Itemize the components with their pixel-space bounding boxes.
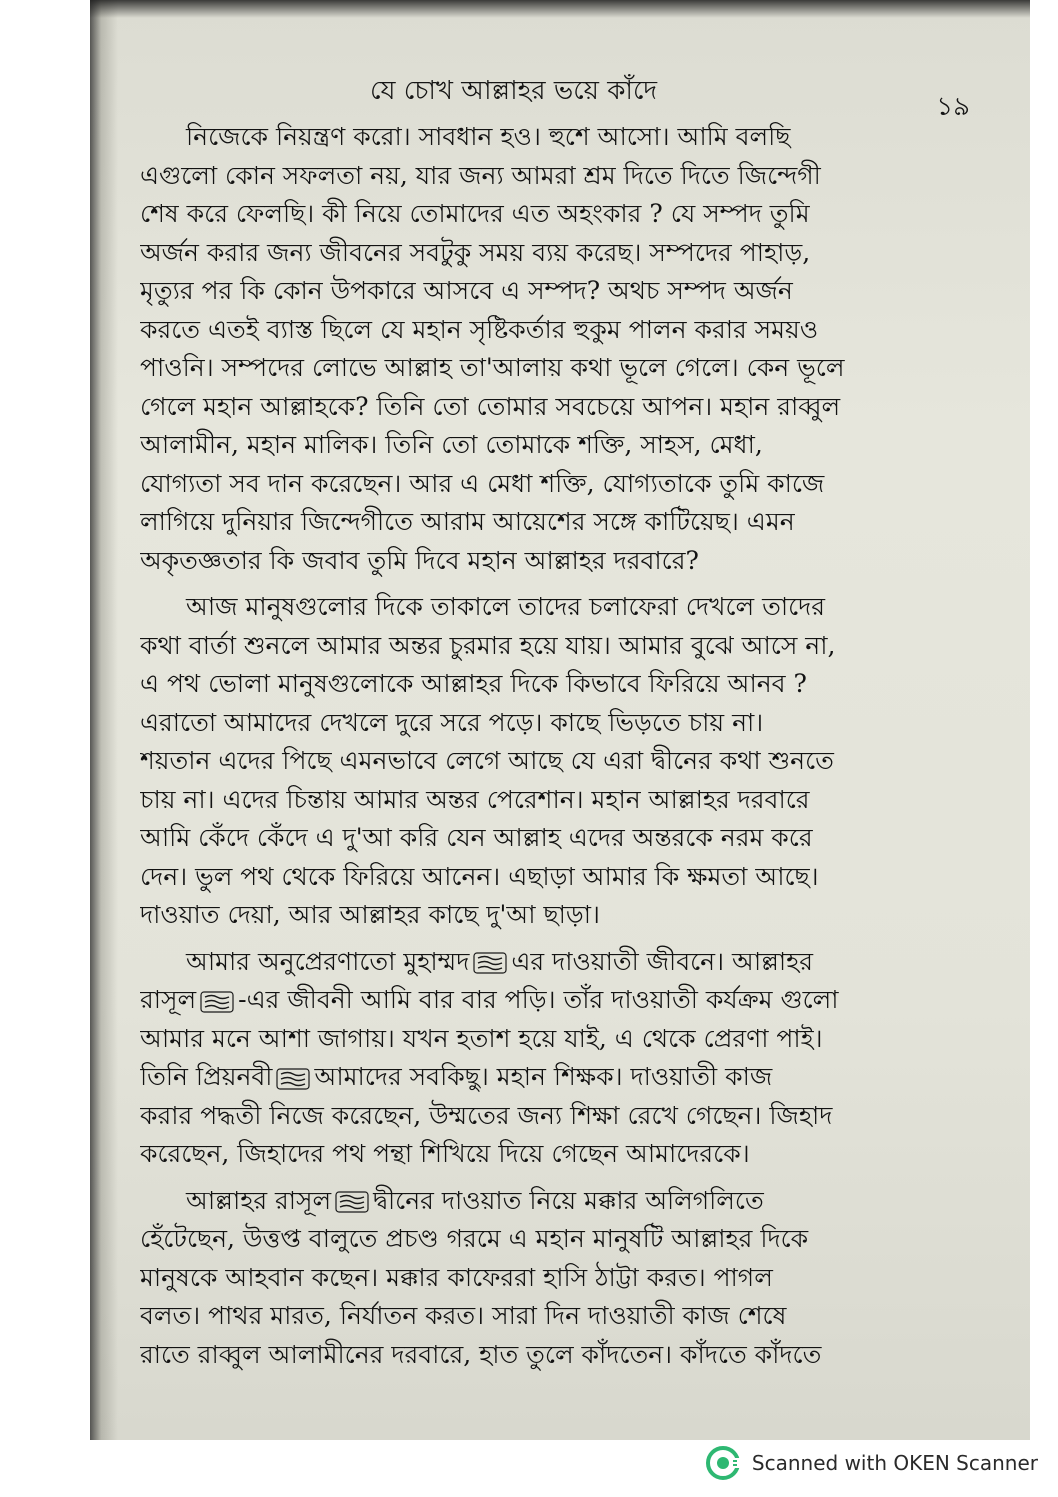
text-line [140,1182,940,1221]
text-line: করতে এতই ব্যাস্ত ছিলে যে মহান সৃষ্টিকর্তার হুকুম পালন করার সময়ও [140,314,819,344]
text-segment: আমার অনুপ্রেরণাতো মুহাম্মদ [186,946,470,976]
page-header [90,64,1030,122]
text-line: পাওনি। সম্পদের লোভে আল্লাহ তা'আলায় কথা ভূলে গেলে। কেন ভূলে [140,353,845,382]
text-line: লাগিয়ে দুনিয়ার জিন্দেগীতে আরাম আয়েশের সঙ্গে কাটিয়েছ। এমন [140,507,795,536]
salawat-calligraphy-icon [200,991,234,1013]
body-text [140,118,940,1374]
text-line: এ পথ ভোলা মানুষগুলোকে আল্লাহর দিকে কিভাবে ফিরিয়ে আনব ? [140,669,807,698]
text-line: রাতে রাব্বুল আলামীনের দরবারে, হাত তুলে কাঁদতেন। কাঁদতে কাঁদতে [140,1339,822,1369]
scanner-text: Scanned with OKEN Scanner [751,1451,1038,1475]
text-line: আলামীন, মহান মালিক। তিনি তো তোমাকে শক্তি, সাহস, মেধা, [140,430,763,459]
salawat-calligraphy-icon [335,1191,369,1213]
oken-scanner-logo-icon [706,1446,740,1480]
text-segment: এর দাওয়াতী জীবনে। আল্লাহর [511,946,814,976]
text-line [140,943,940,982]
scanner-watermark [706,1443,1038,1483]
book-page [90,0,1030,1440]
text-line: চায় না। এদের চিন্তায় আমার অন্তর পেরেশান। মহান আল্লাহর দরবারে [140,784,810,814]
paragraph [140,118,940,580]
text-line: গেলে মহান আল্লাহকে? তিনি তো তোমার সবচেয়ে আপন। মহান রাব্বুল [140,391,841,421]
text-line: কথা বার্তা শুনলে আমার অন্তর চুরমার হয়ে যায়। আমার বুঝে আসে না, [140,630,836,660]
text-line [140,1058,940,1097]
text-line: নিজেকে নিয়ন্ত্রণ করো। সাবধান হও। হুশে আসো। আমি বলছি [186,122,791,151]
text-segment: আমাদের সবকিছু। মহান শিক্ষক। দাওয়াতী কাজ [314,1062,773,1091]
text-segment: দ্বীনের দাওয়াত নিয়ে মক্কার অলিগলিতে [373,1185,764,1215]
spine-shadow [90,0,118,1440]
text-line: শেষ করে ফেলছি। কী নিয়ে তোমাদের এত অহংকার ? যে সম্পদ তুমি [140,199,810,228]
text-line: মানুষকে আহবান কছেন। মক্কার কাফেররা হাসি ঠাট্টা করত। পাগল [140,1262,773,1292]
paragraph [140,588,940,935]
text-line: বলত। পাথর মারত, নির্যাতন করত। সারা দিন দাওয়াতী কাজ শেষে [140,1301,787,1330]
text-line [140,981,940,1020]
text-segment: আল্লাহর রাসূল [186,1185,332,1215]
page-number: ১৯ [936,92,970,122]
text-line: অকৃতজ্ঞতার কি জবাব তুমি দিবে মহান আল্লাহর দরবারে? [140,545,699,575]
text-segment: -এর জীবনী আমি বার বার পড়ি। তাঁর দাওয়াতী কর্যক্রম গুলো [238,985,839,1014]
text-line: দাওয়াত দেয়া, আর আল্লাহর কাছে দু'আ ছাড়া। [140,900,600,929]
text-line: যোগ্যতা সব দান করেছেন। আর এ মেধা শক্তি, যোগ্যতাকে তুমি কাজে [140,468,825,498]
text-segment: তিনি প্রিয়নবী [140,1062,273,1091]
text-segment: রাসূল [140,985,197,1014]
text-line: আমি কেঁদে কেঁদে এ দু'আ করি যেন আল্লাহ এদের অন্তরকে নরম করে [140,823,813,852]
text-line: আজ মানুষগুলোর দিকে তাকালে তাদের চলাফেরা দেখলে তাদের [186,592,826,621]
text-line: করেছেন, জিহাদের পথ পন্থা শিখিয়ে দিয়ে গেছেন আমাদেরকে। [140,1139,750,1168]
text-line: হেঁটেছেন, উত্তপ্ত বালুতে প্রচণ্ড গরমে এ মহান মানুষটি আল্লাহর দিকে [140,1224,809,1253]
running-title: যে চোখ আল্লাহর ভয়ে কাঁদে [370,76,658,106]
text-line: এরাতো আমাদের দেখলে দুরে সরে পড়ে। কাছে ভিড়তে চায় না। [140,707,764,737]
text-line: মৃত্যুর পর কি কোন উপকারে আসবে এ সম্পদ? অথচ সম্পদ অর্জন [140,276,793,305]
text-line: শয়তান এদের পিছে এমনভাবে লেগে আছে যে এরা দ্বীনের কথা শুনতে [140,746,834,775]
text-line: আমার মনে আশা জাগায়। যখন হতাশ হয়ে যাই, এ থেকে প্রেরণা পাই। [140,1023,823,1053]
text-line: অর্জন করার জন্য জীবনের সবটুকু সময় ব্যয় করেছ। সম্পদের পাহাড়, [140,237,811,267]
paragraph [140,1182,940,1375]
text-line: দেন। ভুল পথ থেকে ফিরিয়ে আনেন। এছাড়া আমার কি ক্ষমতা আছে। [140,861,819,891]
text-line: এগুলো কোন সফলতা নয়, যার জন্য আমরা শ্রম দিতে দিতে জিন্দেগী [140,160,821,190]
paragraph [140,943,940,1174]
text-line: করার পদ্ধতী নিজে করেছেন, উম্মতের জন্য শিক্ষা রেখে গেছেন। জিহাদ [140,1100,833,1130]
salawat-calligraphy-icon [473,952,507,974]
salawat-calligraphy-icon [276,1068,310,1090]
page-top-edge [90,0,1030,18]
